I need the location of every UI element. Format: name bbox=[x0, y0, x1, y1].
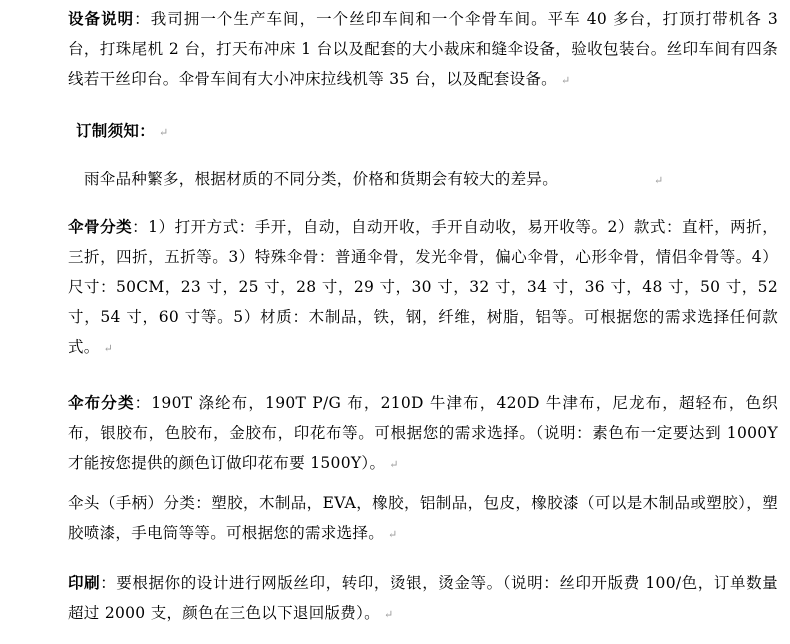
equipment-body: ：我司拥一个生产车间，一个丝印车间和一个伞骨车间。平车 40 多台，打顶打带机各 3 台，打珠尾机 2 台，打天布冲床 1 台以及配套的大小裁床和缝伞设备，验收包装台。丝印车间有四条线若干丝印台。伞骨车间有大小冲床拉线机等 35 台，以及配套设备。 bbox=[68, 10, 779, 88]
printing-heading: 印刷 bbox=[68, 574, 101, 592]
paragraph-mark-icon: ↵ bbox=[388, 528, 398, 541]
handle-paragraph bbox=[68, 488, 778, 550]
custom-notice-colon: ： bbox=[139, 122, 156, 140]
equipment-paragraph bbox=[68, 4, 778, 96]
frame-heading: 伞骨分类 bbox=[68, 218, 133, 236]
variety-paragraph bbox=[84, 164, 664, 196]
printing-body: ：要根据你的设计进行网版丝印，转印，烫银，烫金等。（说明：丝印开版费 100/色，订单数量超过 2000 支，颜色在三色以下退回版费）。 bbox=[68, 574, 778, 622]
handle-body: 伞头（手柄）分类：塑胶，木制品，EVA，橡胶，铝制品，包皮，橡胶漆（可以是木制品或塑胶），塑胶喷漆，手电筒等等。可根据您的需求选择。 bbox=[68, 494, 778, 542]
variety-body: 雨伞品种繁多，根据材质的不同分类，价格和货期会有较大的差异。 bbox=[84, 170, 559, 188]
paragraph-mark-icon: ↵ bbox=[159, 126, 169, 139]
custom-notice-heading: 订制须知 bbox=[76, 122, 140, 140]
frame-paragraph bbox=[68, 212, 778, 364]
fabric-heading: 伞布分类 bbox=[68, 394, 135, 412]
custom-notice-paragraph bbox=[76, 116, 169, 148]
paragraph-mark-icon: ↵ bbox=[383, 608, 394, 621]
fabric-paragraph bbox=[68, 388, 778, 480]
fabric-body: ：190T 涤纶布，190T P/G 布，210D 牛津布，420D 牛津布，尼龙布，超轻布，色织布，银胶布，色胶布，金胶布，印花布等。可根据您的需求选择。（说明：素色布一定要达到 1000Y 才能按您提供的颜色订做印花布要 1500Y）。 bbox=[68, 394, 778, 472]
printing-paragraph bbox=[68, 568, 778, 630]
paragraph-mark-icon: ↵ bbox=[654, 174, 664, 187]
paragraph-mark-icon: ↵ bbox=[389, 458, 399, 471]
equipment-heading: 设备说明 bbox=[68, 10, 135, 28]
paragraph-mark-icon: ↵ bbox=[560, 74, 571, 87]
paragraph-mark-icon: ↵ bbox=[103, 342, 114, 355]
frame-body: ：1）打开方式：手开，自动，自动开收，手开自动收，易开收等。2）款式：直杆，两折，三折，四折，五折等。3）特殊伞骨：普通伞骨，发光伞骨，偏心伞骨，心形伞骨，情侣伞骨等。4）尺寸：50CM，23 寸，25 寸，28 寸，29 寸，30 寸，32 寸，34 寸，36 寸，48 寸，50 寸，52 寸，54 寸，60 寸等。5）材质：木制品，铁，钢，纤维，树脂，铝等。可根据您的需求选择任何款式。 bbox=[68, 218, 778, 356]
